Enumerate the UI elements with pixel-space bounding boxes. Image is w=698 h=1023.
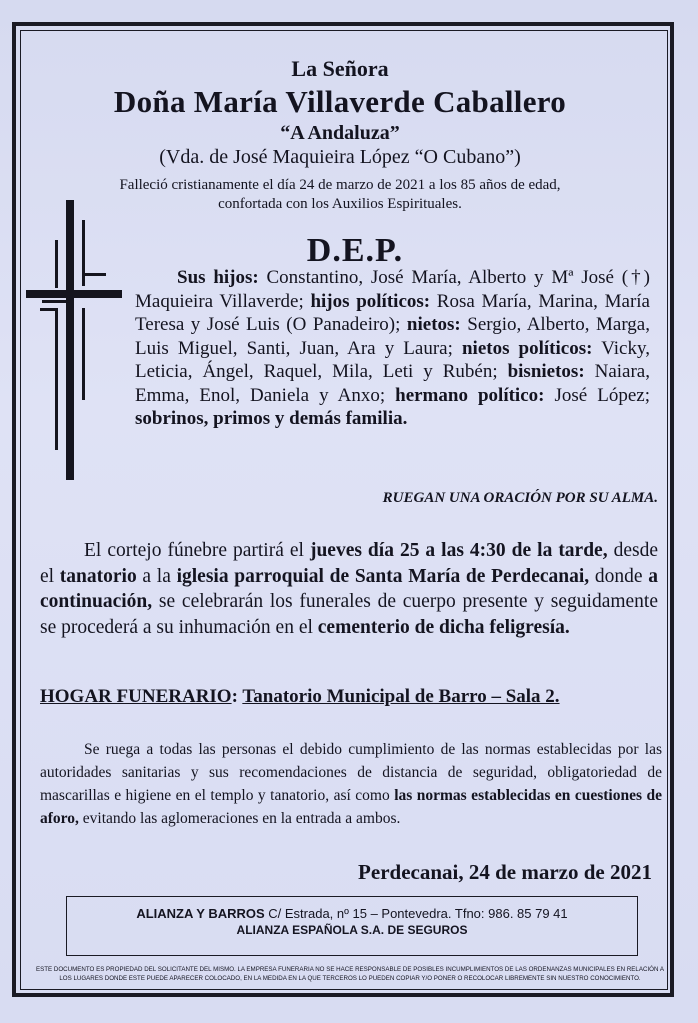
label-bisnietos: bisnietos: xyxy=(507,361,585,382)
text-bisnietos: Naiara, Emma, Enol, Daniela y Anxo; xyxy=(135,361,650,406)
ruego-t1: Se ruega a todas las personas el debido cumplimiento de las normas establecidas por las autoridades sanitarias y sus recomendaciones de distancia de seguridad, obligatoriedad de mascarillas e higiene en el templo y tanatorio, así como xyxy=(40,741,662,804)
text-hijos: Constantino, José María, Alberto y Mª José (†) Maquieira Villaverde; xyxy=(135,267,650,312)
dep-heading: D.E.P. xyxy=(306,232,404,269)
funeral-home xyxy=(40,686,670,708)
honorific: La Señora xyxy=(291,56,389,81)
legal-disclaimer: ESTE DOCUMENTO ES PROPIEDAD DEL SOLICITANTE DEL MISMO. LA EMPRESA FUNERARIA NO SE HACE RESPONSABLE DE POSIBLES INCUMPLIMIENTOS DE LAS ORDENANZAS MUNICIPALES EN RELACIÓN A LOS LUGARES DONDE ESTE PUEDE APARECER COLOCADO, EN LA MEDIDA EN LA QUE TERCEROS LO PUEDEN COPIAR Y/O PONER O RECOLOCAR LIBREMENTE SIN NUESTRO CONOCIMIENTO. xyxy=(36,966,664,982)
prayer-request: RUEGAN UNA ORACIÓN POR SU ALMA. xyxy=(382,490,658,506)
cortejo-t2: desde el xyxy=(40,540,658,587)
funeral-agency-box xyxy=(66,896,638,956)
deceased-name: Doña María Villaverde Caballero xyxy=(113,84,567,119)
label-hermano-politico: hermano político: xyxy=(395,384,545,406)
funeral-procession-text xyxy=(40,538,658,640)
obituary-text xyxy=(40,176,640,214)
covid-notice xyxy=(40,738,662,830)
nickname: “A Andaluza” xyxy=(280,122,400,144)
widow-of: (Vda. de José Maquieira López “O Cubano”) xyxy=(159,146,521,168)
place-date: Perdecanai, 24 de marzo de 2021 xyxy=(358,860,652,884)
agency-address: C/ Estrada, nº 15 – Pontevedra. Tfno: 986. 85 79 41 xyxy=(264,906,568,921)
obituary-line-1: Falleció cristianamente el día 24 de marzo de 2021 a los 85 años de edad, xyxy=(119,177,561,193)
cortejo-t4: donde xyxy=(589,565,649,587)
cortejo-church: iglesia parroquial de Santa María de Perdecanai, xyxy=(176,565,590,587)
cortejo-tanatorio: tanatorio xyxy=(59,565,137,587)
text-nietos: Sergio, Alberto, Marga, Luis Miguel, Santi, Juan, Ara y Laura; xyxy=(135,314,650,359)
ruego-t2: evitando las aglomeraciones en la entrada a ambos. xyxy=(78,810,401,827)
cortejo-t5: se celebrarán los funerales de cuerpo presente y seguidamente se procederá a su inhumación en el xyxy=(40,591,658,638)
family-closing: sobrinos, primos y demás familia. xyxy=(135,408,408,429)
cortejo-cemetery: cementerio de dicha feligresía. xyxy=(317,616,570,638)
label-hijos: Sus hijos: xyxy=(177,267,259,288)
label-nietos-politicos: nietos políticos: xyxy=(461,337,593,359)
funeral-home-value: Tanatorio Municipal de Barro – Sala 2. xyxy=(242,686,560,707)
text-hijos-politicos: Rosa María, Marina, María Teresa y José Luis (O Panadeiro); xyxy=(135,290,650,335)
agency-line-1 xyxy=(67,906,637,921)
cortejo-continuacion: a continuación, xyxy=(40,565,658,612)
text-nietos-politicos: Vicky, Leticia, Ángel, Raquel, Mila, Leti y Rubén; xyxy=(135,337,651,382)
inner-border xyxy=(20,30,668,990)
ruego-aforo: las normas establecidas en cuestiones de aforo, xyxy=(40,787,662,827)
family-list xyxy=(135,266,650,431)
agency-name: ALIANZA Y BARROS xyxy=(136,906,265,921)
cortejo-date-time: jueves día 25 a las 4:30 de la tarde, xyxy=(309,540,608,561)
obituary-line-2: confortada con los Auxilios Espirituales. xyxy=(218,196,462,212)
funeral-home-sep: : xyxy=(231,686,243,707)
label-nietos: nietos: xyxy=(406,314,461,335)
funeral-home-label: HOGAR FUNERARIO xyxy=(40,686,232,707)
agency-insurer: ALIANZA ESPAÑOLA S.A. DE SEGUROS xyxy=(236,923,468,937)
text-hermano-politico: José López; xyxy=(544,384,650,406)
cross-icon xyxy=(26,200,122,480)
label-hijos-politicos: hijos políticos: xyxy=(310,290,431,312)
cortejo-t3: a la xyxy=(136,565,177,587)
cortejo-t1: El cortejo fúnebre partirá el xyxy=(84,540,310,561)
